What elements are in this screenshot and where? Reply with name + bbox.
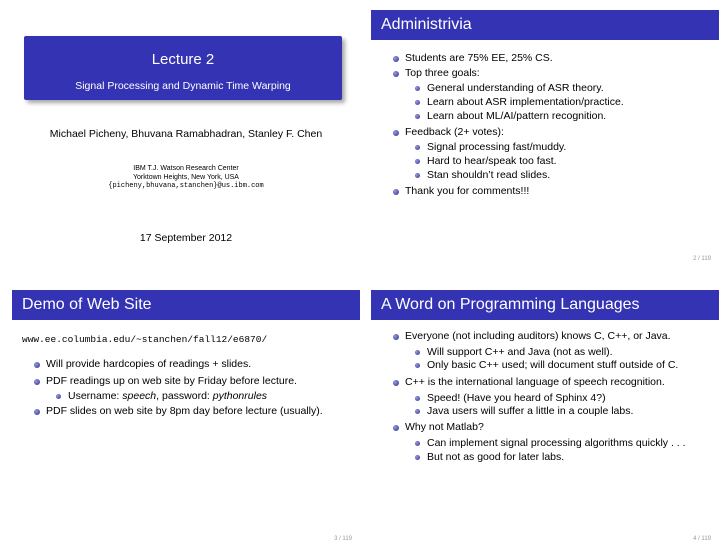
sub-bullet-icon (415, 86, 420, 91)
sub-bullet-text: Learn about ASR implementation/practice. (427, 96, 624, 108)
sub-bullet-icon (415, 159, 420, 164)
bullet-icon (34, 409, 40, 415)
page-number: 2 / 119 (693, 256, 711, 262)
authors: Michael Picheny, Bhuvana Ramabhadran, Stanley F. Chen (49, 128, 323, 140)
sub-bullet-icon (415, 455, 420, 460)
sub-bullet-text: Java users will suffer a little in a couple labs. (427, 405, 634, 417)
sub-bullet-text: Learn about ML/AI/pattern recognition. (427, 110, 607, 122)
bullet-text: Will provide hardcopies of readings + slides. (46, 358, 252, 370)
affiliation-line-2: Yorktown Heights, New York, USA (133, 174, 239, 181)
bullet-icon (393, 56, 399, 62)
lecture-title-box (24, 36, 342, 100)
sub-bullet-icon (415, 363, 420, 368)
sub-bullet-icon (415, 145, 420, 150)
slide-programming-languages (371, 290, 719, 550)
sub-bullet-text: Signal processing fast/muddy. (427, 141, 567, 153)
bullet-icon (393, 189, 399, 195)
sub-bullet-icon (415, 350, 420, 355)
bullet-text: Everyone (not including auditors) knows C, C++, or Java. (405, 330, 671, 342)
bullet-text: PDF readings up on web site by Friday before lecture. (46, 375, 297, 387)
sub-bullet-icon (415, 100, 420, 105)
sub-bullet-text: But not as good for later labs. (427, 451, 565, 463)
bullet-text: Top three goals: (405, 67, 480, 79)
affiliation (12, 164, 360, 182)
sub-bullet-icon (415, 441, 420, 446)
password-value: pythonrules (212, 390, 268, 402)
lecture-title: Lecture 2 (151, 51, 215, 68)
lecture-subtitle: Signal Processing and Dynamic Time Warping (75, 80, 291, 92)
bullet-text: Feedback (2+ votes): (405, 126, 504, 138)
bullet-icon (393, 380, 399, 386)
slide-demo-web-site (12, 290, 360, 550)
email: {picheny,bhuvana,stanchen}@us.ibm.com (108, 182, 264, 190)
sub-bullet-text: General understanding of ASR theory. (427, 82, 604, 94)
sub-bullet-text: Hard to hear/speak too fast. (427, 155, 557, 167)
slide-title: Demo of Web Site (12, 290, 360, 320)
slide-title-page (12, 10, 360, 270)
bullet-icon (393, 425, 399, 431)
bullet-text: Students are 75% EE, 25% CS. (405, 52, 553, 64)
bullet-icon (393, 130, 399, 136)
bullet-icon (393, 71, 399, 77)
sub-bullet-text: Only basic C++ used; will document stuff outside of C. (427, 359, 679, 371)
bullet-icon (393, 334, 399, 340)
credentials-text (68, 390, 267, 403)
slide-title: A Word on Programming Languages (371, 290, 719, 320)
bullet-text: C++ is the international language of speech recognition. (405, 376, 665, 388)
password-label: , password: (156, 390, 213, 402)
sub-bullet-icon (415, 409, 420, 414)
sub-bullet-text: Speed! (Have you heard of Sphinx 4?) (427, 392, 606, 404)
affiliation-line-1: IBM T.J. Watson Research Center (133, 165, 239, 172)
bullet-icon (34, 379, 40, 385)
sub-bullet-text: Can implement signal processing algorithms quickly . . . (427, 437, 686, 449)
bullet-text: Thank you for comments!!! (405, 185, 530, 197)
sub-bullet-text: Stan shouldn’t read slides. (427, 169, 551, 181)
username-value: speech (122, 390, 157, 402)
bullet-text: PDF slides on web site by 8pm day before lecture (usually). (46, 405, 323, 417)
sub-bullet-icon (56, 394, 61, 399)
page-number: 4 / 119 (693, 536, 711, 542)
website-url: www.ee.columbia.edu/~stanchen/fall12/e6870/ (22, 334, 268, 345)
username-label: Username: (68, 390, 123, 402)
slide-title: Administrivia (371, 10, 719, 40)
sub-bullet-icon (415, 114, 420, 119)
bullet-text: Why not Matlab? (405, 421, 484, 433)
slide-administrivia (371, 10, 719, 270)
sub-bullet-icon (415, 396, 420, 401)
sub-bullet-icon (415, 173, 420, 178)
date: 17 September 2012 (139, 232, 233, 244)
page-number: 3 / 119 (334, 536, 352, 542)
sub-bullet-text: Will support C++ and Java (not as well). (427, 346, 613, 358)
bullet-icon (34, 362, 40, 368)
